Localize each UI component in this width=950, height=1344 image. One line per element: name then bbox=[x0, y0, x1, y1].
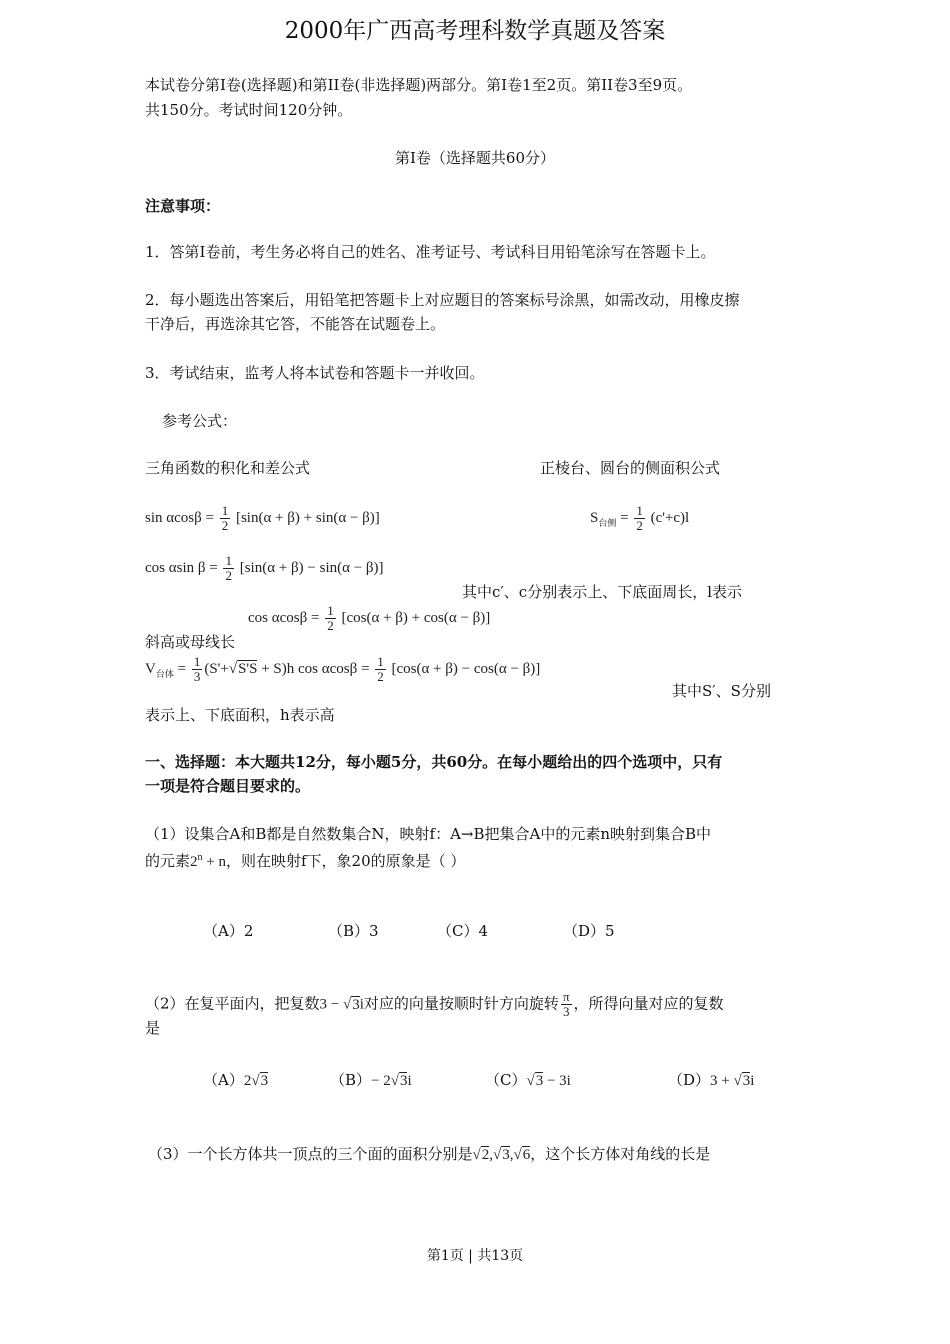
q2-option-b-label: （B） bbox=[330, 1071, 372, 1089]
q2-option-b bbox=[330, 1068, 412, 1093]
q1-option-b: （B）3 bbox=[328, 922, 379, 940]
fraction-half bbox=[223, 554, 234, 583]
q3-line bbox=[148, 1142, 710, 1167]
q2-option-a-coef: 2 bbox=[243, 1073, 252, 1089]
q2-option-c bbox=[485, 1068, 571, 1093]
part1-line-2: 一项是符合题目要求的。 bbox=[145, 777, 311, 795]
formula-cos-sin-rhs: [sin(α + β) − sin(α − β)] bbox=[239, 559, 384, 576]
q2-line-2: 是 bbox=[145, 1019, 161, 1037]
page-footer: 第1页 | 共13页 bbox=[426, 1248, 524, 1264]
page-title: 2000年广西高考理科数学真题及答案 bbox=[284, 18, 666, 44]
q2-line-1-c: ，所得向量对应的复数 bbox=[573, 994, 724, 1013]
fraction-denominator: 2 bbox=[225, 568, 232, 583]
fraction-numerator: 1 bbox=[193, 654, 201, 669]
q3-line-b: ，这个长方体对角线的长是 bbox=[530, 1145, 711, 1163]
q2-option-d-i: i bbox=[750, 1073, 755, 1089]
q2-option-a bbox=[203, 1068, 268, 1093]
note-item-2-line-1: 2．每小题选出答案后，用铅笔把答题卡上对应题目的答案标号涂黑，如需改动，用橡皮擦 bbox=[145, 291, 740, 309]
q1-expr-base: 2 bbox=[190, 854, 198, 870]
formula-sin-cos bbox=[145, 504, 380, 533]
fraction-half bbox=[634, 504, 645, 533]
q2-complex: 3 − √3i bbox=[319, 996, 364, 1013]
q1-line-2-b: ，则在映射f下，象20的原象是（ ） bbox=[225, 852, 466, 870]
fraction-half bbox=[220, 504, 231, 533]
q2-complex-b: i bbox=[359, 996, 364, 1013]
formulas-heading: 参考公式： bbox=[162, 412, 238, 430]
formula-sin-cos-lhs: sin αcosβ = bbox=[145, 509, 214, 526]
q2-line-1-b: 对应的向量按顺时针方向旋转 bbox=[363, 994, 559, 1013]
formula-volume-lhs: V bbox=[145, 660, 156, 677]
q2-line-1 bbox=[145, 990, 724, 1019]
formula-volume-row: $V_{台体}$ = $\frac{1}{3}$ (S'+√S'S + S)h cos αcosβ = $\frac{1}{2}$ [cos(α + β) − cos(α − β)] bbox=[145, 654, 541, 684]
formula-cos-sin-lhs: cos αsin β = bbox=[145, 559, 218, 576]
q2-option-c-sqrt: 3 bbox=[535, 1073, 544, 1089]
fraction-denominator: 2 bbox=[327, 618, 334, 633]
fraction-numerator: 1 bbox=[327, 603, 334, 618]
q2-complex-sqrt: 3 bbox=[352, 996, 360, 1013]
q2-option-d-expr: 3 + √3i bbox=[710, 1073, 755, 1089]
formula-cos-cos-plus bbox=[248, 604, 490, 633]
formula-cos-cos-plus-rhs: [cos(α + β) + cos(α − β)] bbox=[341, 609, 491, 626]
note-item-3: 3．考试结束，监考人将本试卷和答题卡一并收回。 bbox=[145, 364, 485, 382]
part1-line-1: 一、选择题：本大题共12分，每小题5分，共60分。在每小题给出的四个选项中，只有 bbox=[145, 753, 723, 771]
q2-option-c-tail: − 3i bbox=[543, 1073, 571, 1089]
q2-option-d bbox=[668, 1068, 754, 1093]
q2-option-b-i: i bbox=[407, 1073, 412, 1089]
q1-expr-exp: n bbox=[197, 852, 203, 863]
lateral-area-note: 其中c′、c分别表示上、下底面周长，l表示 bbox=[462, 583, 743, 601]
formula-cos-cos-minus-rhs: [cos(α + β) − cos(α − β)] bbox=[391, 660, 541, 677]
q1-line-2 bbox=[145, 846, 465, 874]
q2-option-c-label: （C） bbox=[485, 1071, 527, 1089]
q1-option-a: （A）2 bbox=[203, 922, 254, 940]
fraction-denominator: 2 bbox=[636, 518, 643, 533]
note-item-2-line-2: 干净后，再选涂其它答，不能答在试题卷上。 bbox=[145, 315, 446, 333]
fraction-third bbox=[192, 655, 203, 684]
fraction-denominator: 2 bbox=[377, 669, 384, 684]
q1-option-c: （C）4 bbox=[437, 922, 489, 940]
lateral-area-note-cont: 斜高或母线长 bbox=[145, 633, 236, 651]
q3-area-1: 2 bbox=[481, 1147, 490, 1163]
q2-option-d-a: 3 + bbox=[710, 1073, 734, 1089]
q2-option-d-label: （D） bbox=[668, 1071, 711, 1089]
formula-cos-sin bbox=[145, 554, 384, 583]
q2-option-b-coef: − 2 bbox=[371, 1073, 391, 1089]
formula-volume-rhs-a: (S'+ bbox=[204, 660, 229, 677]
note-item-1: 1．答第Ⅰ卷前，考生务必将自己的姓名、准考证号、考试科目用铅笔涂写在答题卡上。 bbox=[145, 243, 716, 261]
q1-line-1: （1）设集合A和B都是自然数集合N，映射f：A→B把集合A中的元素n映射到集合B中 bbox=[145, 825, 712, 843]
q2-option-b-expr: − 2√3i bbox=[371, 1073, 412, 1089]
q2-option-a-sqrt: 3 bbox=[260, 1073, 269, 1089]
fraction-numerator: 1 bbox=[636, 503, 643, 518]
fraction-denominator: 2 bbox=[221, 518, 229, 533]
q1-expression bbox=[190, 854, 226, 870]
formula-sin-cos-rhs: [sin(α + β) + sin(α − β)] bbox=[235, 509, 380, 526]
formula-cos-cos-minus-lhs: cos αcosβ = bbox=[298, 660, 370, 677]
fraction-numerator: 1 bbox=[225, 553, 232, 568]
fraction-numerator: π bbox=[562, 989, 570, 1004]
volume-note-cont: 表示上、下底面积，h表示高 bbox=[145, 706, 335, 724]
q2-option-b-sqrt: 3 bbox=[399, 1073, 408, 1089]
q2-option-c-expr: √3 − 3i bbox=[526, 1073, 571, 1089]
formula-lateral-area: $S_{台侧}$ = $\frac{1}{2}$ (c'+c)l bbox=[590, 503, 690, 533]
q2-option-a-expr: 2√3 bbox=[243, 1073, 269, 1089]
q3-areas: √2,√3,√6 bbox=[472, 1147, 531, 1163]
q2-line-1-a: （2）在复平面内，把复数 bbox=[145, 994, 320, 1013]
q2-option-d-sqrt: 3 bbox=[742, 1073, 751, 1089]
q2-complex-a: 3 − bbox=[319, 996, 344, 1013]
q3-area-2: 3 bbox=[502, 1147, 510, 1163]
formula-cos-cos-plus-lhs: cos αcosβ = bbox=[248, 609, 320, 626]
formula-volume-rhs-b: + S)h bbox=[257, 660, 295, 677]
fraction-half bbox=[375, 655, 386, 684]
formulas-right-title: 正棱台、圆台的侧面积公式 bbox=[540, 459, 721, 477]
fraction-denominator: 3 bbox=[562, 1004, 570, 1019]
section-heading: 第Ⅰ卷（选择题共60分） bbox=[394, 149, 555, 167]
formula-lateral-area-rhs: (c'+c)l bbox=[650, 509, 690, 526]
q2-angle-fraction bbox=[561, 990, 572, 1019]
fraction-numerator: 1 bbox=[221, 503, 229, 518]
fraction-denominator: 3 bbox=[193, 669, 201, 684]
q3-area-3: 6 bbox=[522, 1147, 531, 1163]
intro-line-2: 共150分。考试时间120分钟。 bbox=[145, 101, 353, 119]
formula-volume-sub: 台体 bbox=[155, 668, 174, 679]
notes-heading: 注意事项： bbox=[145, 197, 221, 215]
formula-lateral-area-lhs: S bbox=[590, 509, 599, 526]
formula-lateral-area-sub: 台侧 bbox=[598, 517, 617, 528]
fraction-numerator: 1 bbox=[377, 654, 384, 669]
q2-option-a-label: （A） bbox=[203, 1071, 244, 1089]
intro-line-1: 本试卷分第Ⅰ卷(选择题)和第II卷(非选择题)两部分。第Ⅰ卷1至2页。第II卷3至9页。 bbox=[145, 76, 693, 94]
fraction-half bbox=[325, 604, 336, 633]
q1-line-2-a: 的元素 bbox=[145, 852, 191, 870]
volume-note: 其中S′、S分别 bbox=[672, 682, 771, 700]
q1-expr-tail: + n bbox=[202, 854, 226, 870]
q1-option-d: （D）5 bbox=[563, 922, 615, 940]
formulas-left-title: 三角函数的积化和差公式 bbox=[145, 459, 311, 477]
q3-line-a: （3）一个长方体共一顶点的三个面的面积分别是 bbox=[148, 1145, 473, 1163]
formula-volume-sqrt: S'S bbox=[238, 660, 258, 677]
